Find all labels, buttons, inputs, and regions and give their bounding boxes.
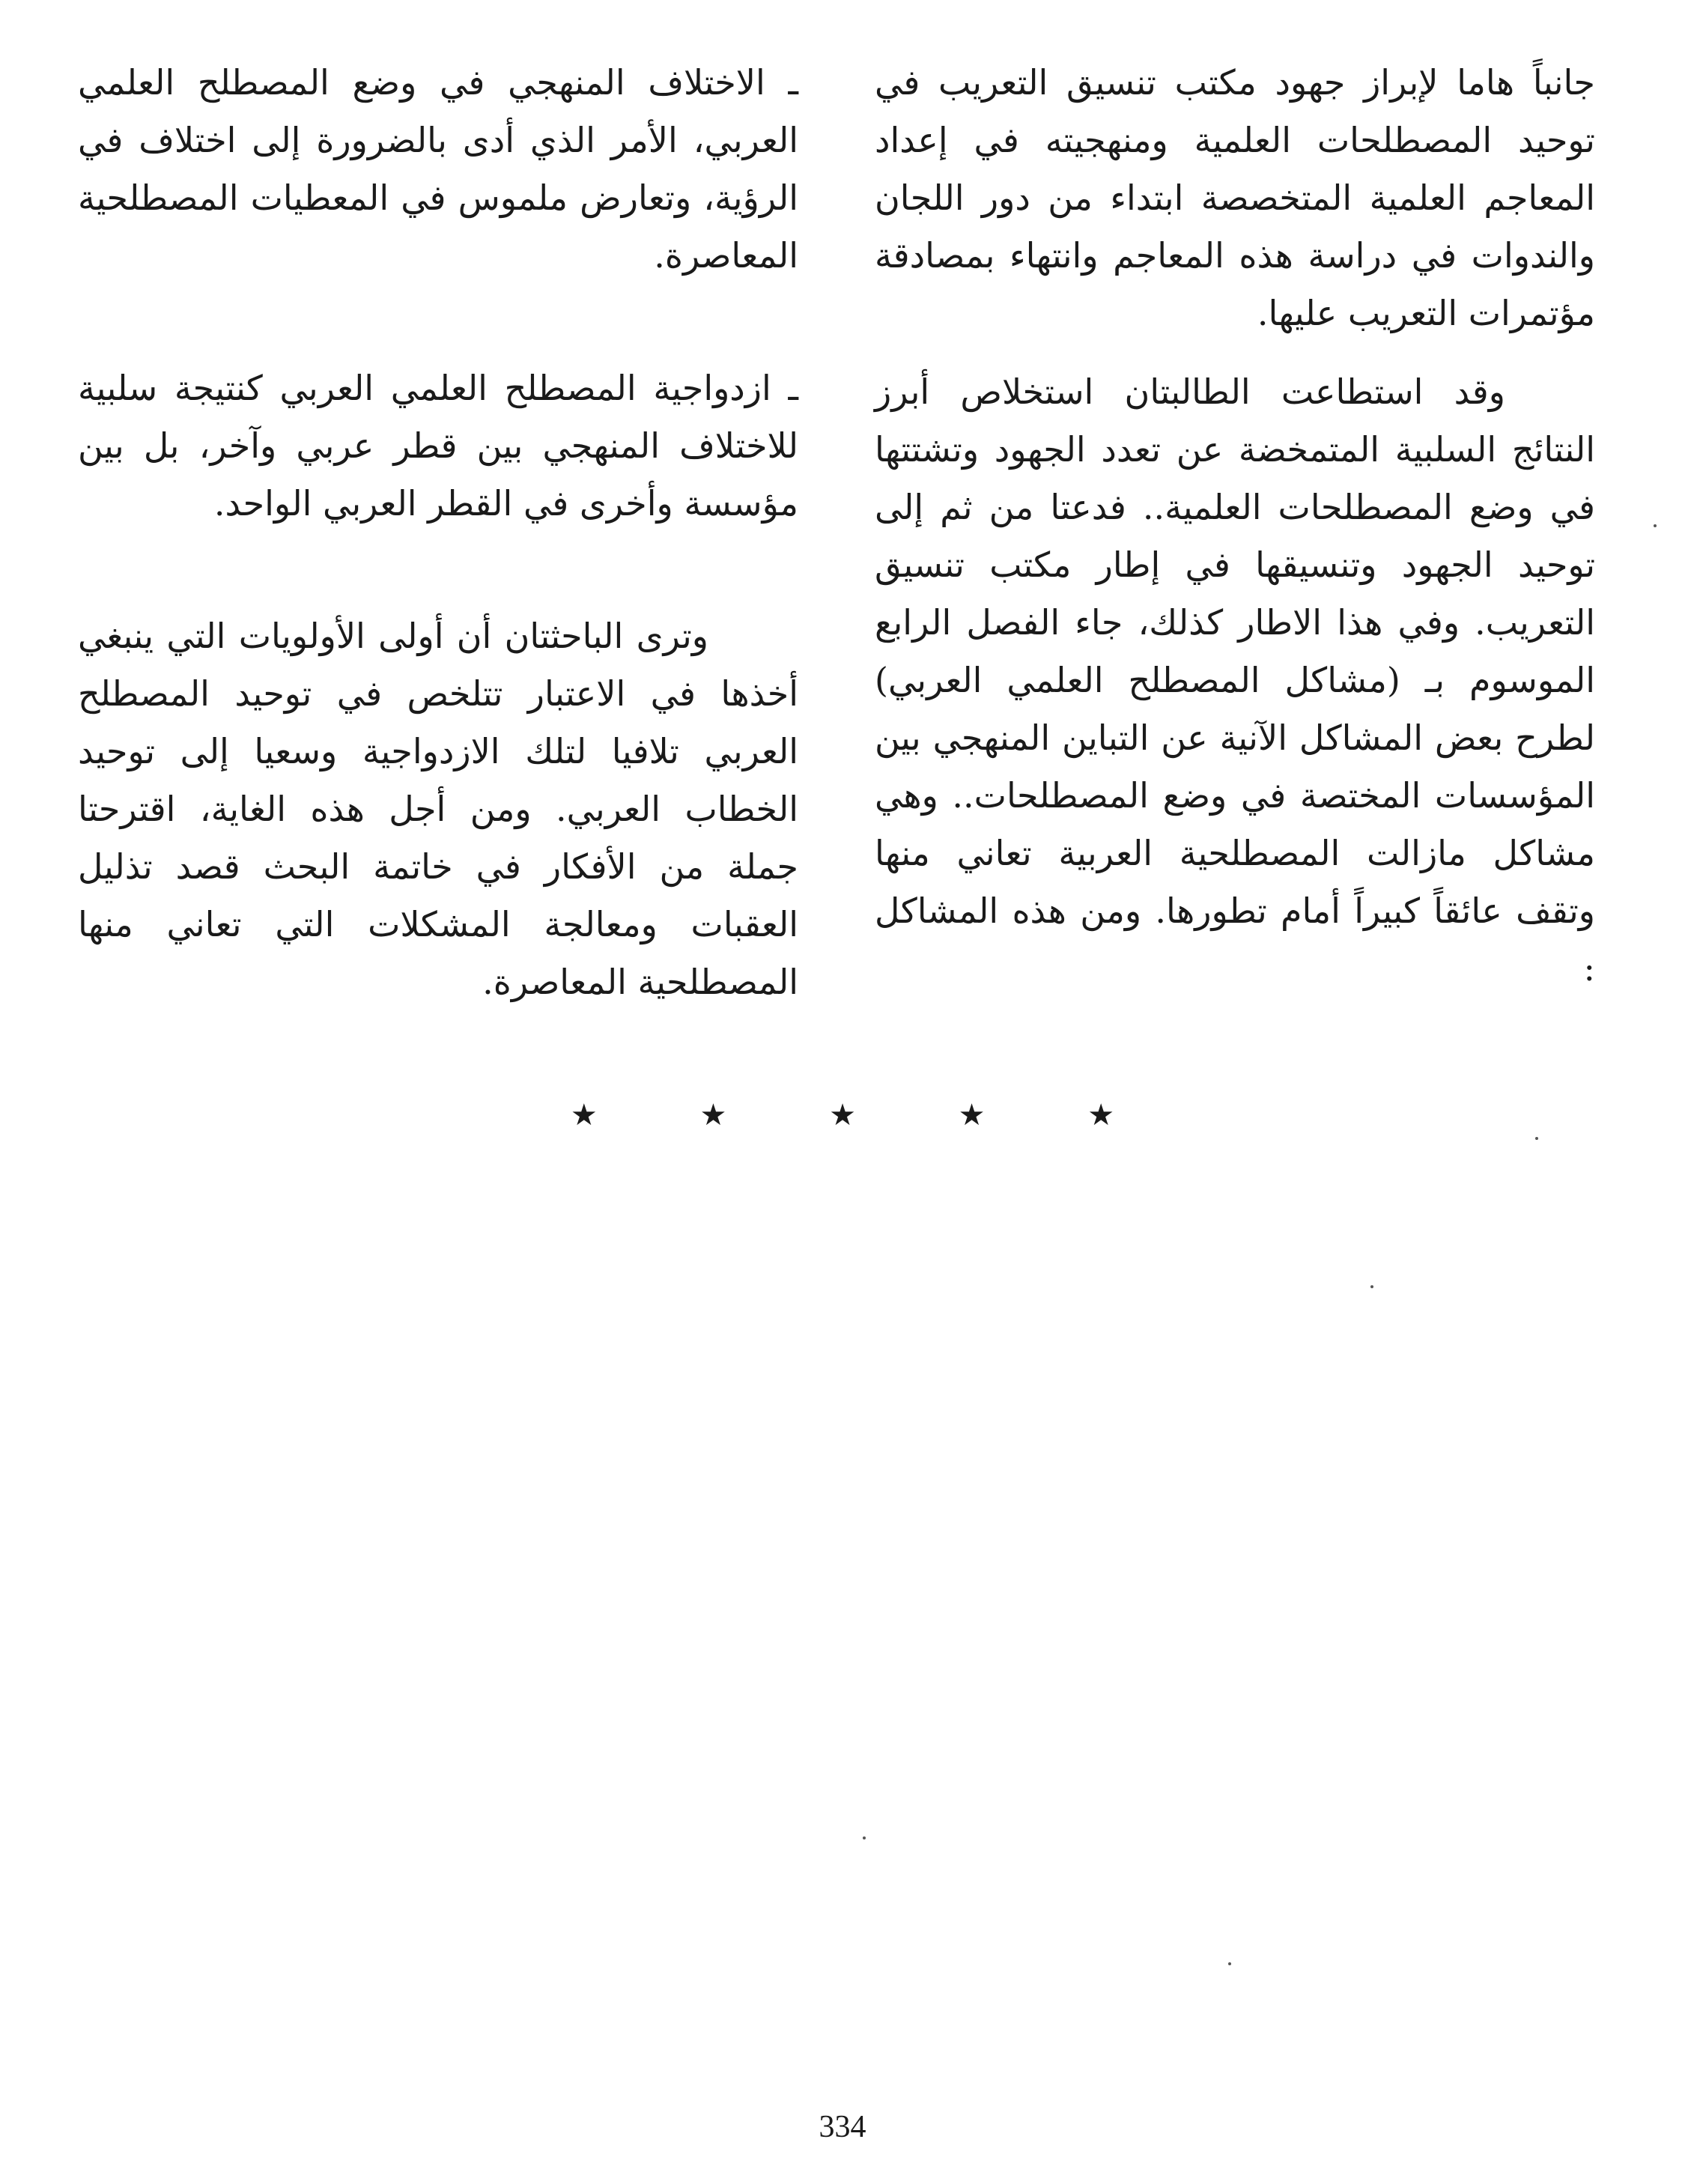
page-number: 334 xyxy=(819,2110,866,2144)
left-text-column xyxy=(78,54,798,1011)
scan-speck xyxy=(1228,1962,1231,1965)
right-text-column xyxy=(875,54,1595,998)
scan-speck xyxy=(863,1836,866,1839)
right-paragraph-1: جانباً هاما لإبراز جهود مكتب تنسيق التعريب في توحيد المصطلحات العلمية ومنهجيته في إعداد المعاجم العلمية المتخصصة ابتداء من دور اللجان والندوات في دراسة هذه المعاجم وانتهاء بمصادقة مؤتمرات التعريب عليها. xyxy=(875,62,1595,333)
scan-speck xyxy=(1654,524,1657,527)
left-paragraph-3: وترى الباحثتان أن أولى الأولويات التي ينبغي أخذها في الاعتبار تتلخص في توحيد المصطلح العربي تلافيا لتلك الازدواجية وسعيا إلى توحيد الخطاب العربي. ومن أجل هذه الغاية، اقترحتا جملة من الأفكار في خاتمة البحث قصد تذليل العقبات ومعالجة المشكلات التي تعاني منها المصطلحية المعاصرة. xyxy=(78,616,798,1002)
scan-speck xyxy=(1535,1137,1538,1140)
section-separator-stars: ★ ★ ★ ★ ★ xyxy=(570,1098,1162,1132)
right-paragraph-2: وقد استطاعت الطالبتان استخلاص أبرز النتائج السلبية المتمخضة عن تعدد الجهود وتشتتها في وضع المصطلحات العلمية.. فدعتا من ثم إلى توحيد الجهود وتنسيقها في إطار مكتب تنسيق التعريب. وفي هذا الاطار كذلك، جاء الفصل الرابع الموسوم بـ (مشاكل المصطلح العلمي العربي) لطرح بعض المشاكل الآنية عن التباين المنهجي بين المؤسسات المختصة في وضع المصطلحات.. وهي مشاكل مازالت المصطلحية العربية تعاني منها وتقف عائقاً كبيراً أمام تطورها. ومن هذه المشاكل : xyxy=(875,371,1595,989)
scan-speck xyxy=(1370,1285,1373,1288)
left-paragraph-2: ـ ازدواجية المصطلح العلمي العربي كنتيجة سلبية للاختلاف المنهجي بين قطر عربي وآخر، بل بين مؤسسة وأخرى في القطر العربي الواحد. xyxy=(78,368,798,524)
left-paragraph-1: ـ الاختلاف المنهجي في وضع المصطلح العلمي العربي، الأمر الذي أدى بالضرورة إلى اختلاف في الرؤية، وتعارض ملموس في المعطيات المصطلحية المعاصرة. xyxy=(78,62,798,276)
